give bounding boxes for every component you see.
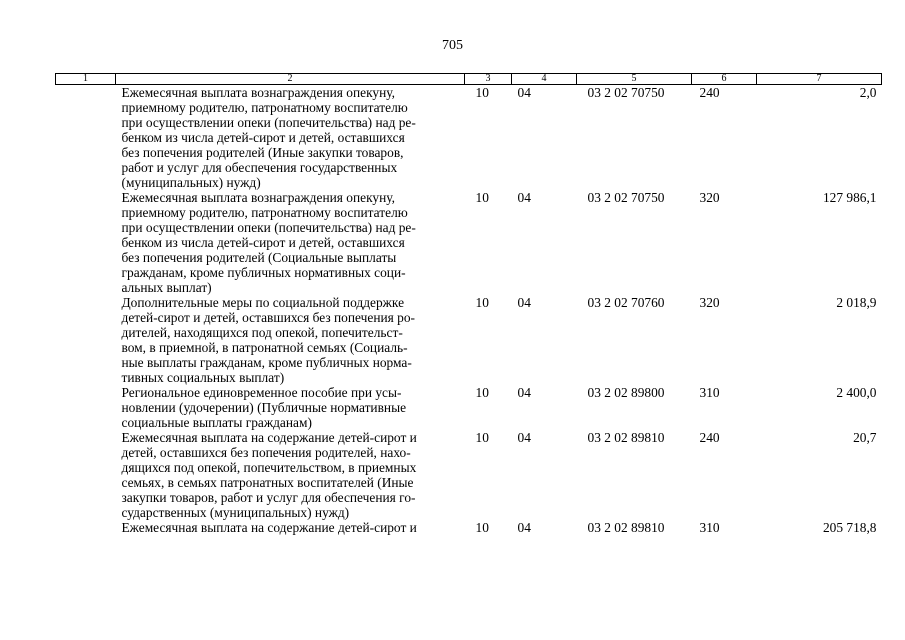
row-subsection: 04 [517, 190, 531, 205]
row-amount: 127 986,1 [822, 190, 877, 205]
row-amount: 2,0 [859, 85, 877, 100]
description-line: при осуществлении опеки (попечительства) над ре- [121, 220, 416, 235]
description-line: (муниципальных) нужд) [121, 175, 261, 190]
row-target-article: 03 2 02 70760 [587, 295, 665, 310]
row-amount: 2 400,0 [836, 385, 877, 400]
row-subsection: 04 [517, 295, 531, 310]
header-col-1: 1 [56, 74, 116, 85]
description-line: дителей, находящихся под опекой, попечительст- [121, 325, 403, 340]
row-description [116, 85, 465, 191]
row-description [116, 520, 465, 535]
header-col-6: 6 [692, 74, 757, 85]
description-line: новлении (удочерении) (Публичные нормативные [121, 400, 407, 415]
description-line: вом, в приемной, в патронатной семьях (Социаль- [121, 340, 408, 355]
description-line: Дополнительные меры по социальной поддержке [121, 295, 405, 310]
description-line: детей-сирот и детей, оставшихся без попечения ро- [121, 310, 416, 325]
header-col-5: 5 [577, 74, 692, 85]
description-line: Ежемесячная выплата на содержание детей-сирот и [121, 520, 417, 535]
description-line: сударственных (муниципальных) нужд) [121, 505, 350, 520]
row-expense-type: 310 [699, 520, 720, 535]
description-line: социальные выплаты гражданам) [121, 415, 312, 430]
page-number: 705 [442, 38, 463, 53]
description-line: без попечения родителей (Иные закупки товаров, [121, 145, 404, 160]
description-line: Ежемесячная выплата на содержание детей-сирот и [121, 430, 417, 445]
row-section: 10 [475, 430, 489, 445]
description-line: приемному родителю, патронатному воспитателю [121, 205, 408, 220]
table-body [56, 85, 882, 536]
header-col-7: 7 [757, 74, 882, 85]
row-section: 10 [475, 295, 489, 310]
description-line: закупки товаров, работ и услуг для обеспечения го- [121, 490, 416, 505]
row-expense-type: 320 [699, 190, 720, 205]
row-subsection: 04 [517, 520, 531, 535]
row-target-article: 03 2 02 89810 [587, 520, 665, 535]
row-section: 10 [475, 520, 489, 535]
table-row [56, 385, 882, 430]
row-number-cell [56, 85, 116, 191]
row-section: 10 [475, 190, 489, 205]
description-line: бенком из числа детей-сирот и детей, оставшихся [121, 130, 405, 145]
description-line: гражданам, кроме публичных нормативных соци- [121, 265, 406, 280]
row-description [116, 190, 465, 295]
row-number-cell [56, 385, 116, 430]
description-line: Региональное единовременное пособие при усы- [121, 385, 402, 400]
row-description [116, 430, 465, 520]
row-expense-type: 240 [699, 85, 720, 100]
row-number-cell [56, 190, 116, 295]
row-expense-type: 240 [699, 430, 720, 445]
row-number-cell [56, 520, 116, 535]
header-col-4: 4 [512, 74, 577, 85]
table-row [56, 295, 882, 385]
row-description [116, 385, 465, 430]
description-line: Ежемесячная выплата вознаграждения опекуну, [121, 190, 395, 205]
row-subsection: 04 [517, 385, 531, 400]
row-description [116, 295, 465, 385]
description-line: приемному родителю, патронатному воспитателю [121, 100, 408, 115]
description-line: детей, оставшихся без попечения родителей, нахо- [121, 445, 411, 460]
description-line: дящихся под опекой, попечительством, в приемных [121, 460, 417, 475]
row-expense-type: 310 [699, 385, 720, 400]
description-line: без попечения родителей (Социальные выплаты [121, 250, 397, 265]
row-number-cell [56, 430, 116, 520]
budget-table [55, 73, 882, 535]
row-target-article: 03 2 02 89800 [587, 385, 665, 400]
row-amount: 20,7 [853, 430, 877, 445]
description-line: Ежемесячная выплата вознаграждения опекуну, [121, 85, 395, 100]
table-header [56, 74, 882, 85]
description-line: семьях, в семьях патронатных воспитателей (Иные [121, 475, 414, 490]
header-col-3: 3 [465, 74, 512, 85]
row-amount: 2 018,9 [836, 295, 877, 310]
table-row [56, 190, 882, 295]
header-row [56, 74, 882, 85]
row-target-article: 03 2 02 70750 [587, 85, 665, 100]
row-number-cell [56, 295, 116, 385]
row-section: 10 [475, 385, 489, 400]
description-line: бенком из числа детей-сирот и детей, оставшихся [121, 235, 405, 250]
row-target-article: 03 2 02 89810 [587, 430, 665, 445]
table-row [56, 520, 882, 535]
description-line: работ и услуг для обеспечения государственных [121, 160, 398, 175]
description-line: альных выплат) [121, 280, 212, 295]
header-col-2: 2 [116, 74, 465, 85]
row-subsection: 04 [517, 85, 531, 100]
row-amount: 205 718,8 [822, 520, 877, 535]
description-line: ные выплаты гражданам, кроме публичных норма- [121, 355, 412, 370]
description-line: тивных социальных выплат) [121, 370, 285, 385]
table-row [56, 85, 882, 191]
description-line: при осуществлении опеки (попечительства) над ре- [121, 115, 416, 130]
row-section: 10 [475, 85, 489, 100]
row-target-article: 03 2 02 70750 [587, 190, 665, 205]
row-expense-type: 320 [699, 295, 720, 310]
row-subsection: 04 [517, 430, 531, 445]
table-row [56, 430, 882, 520]
